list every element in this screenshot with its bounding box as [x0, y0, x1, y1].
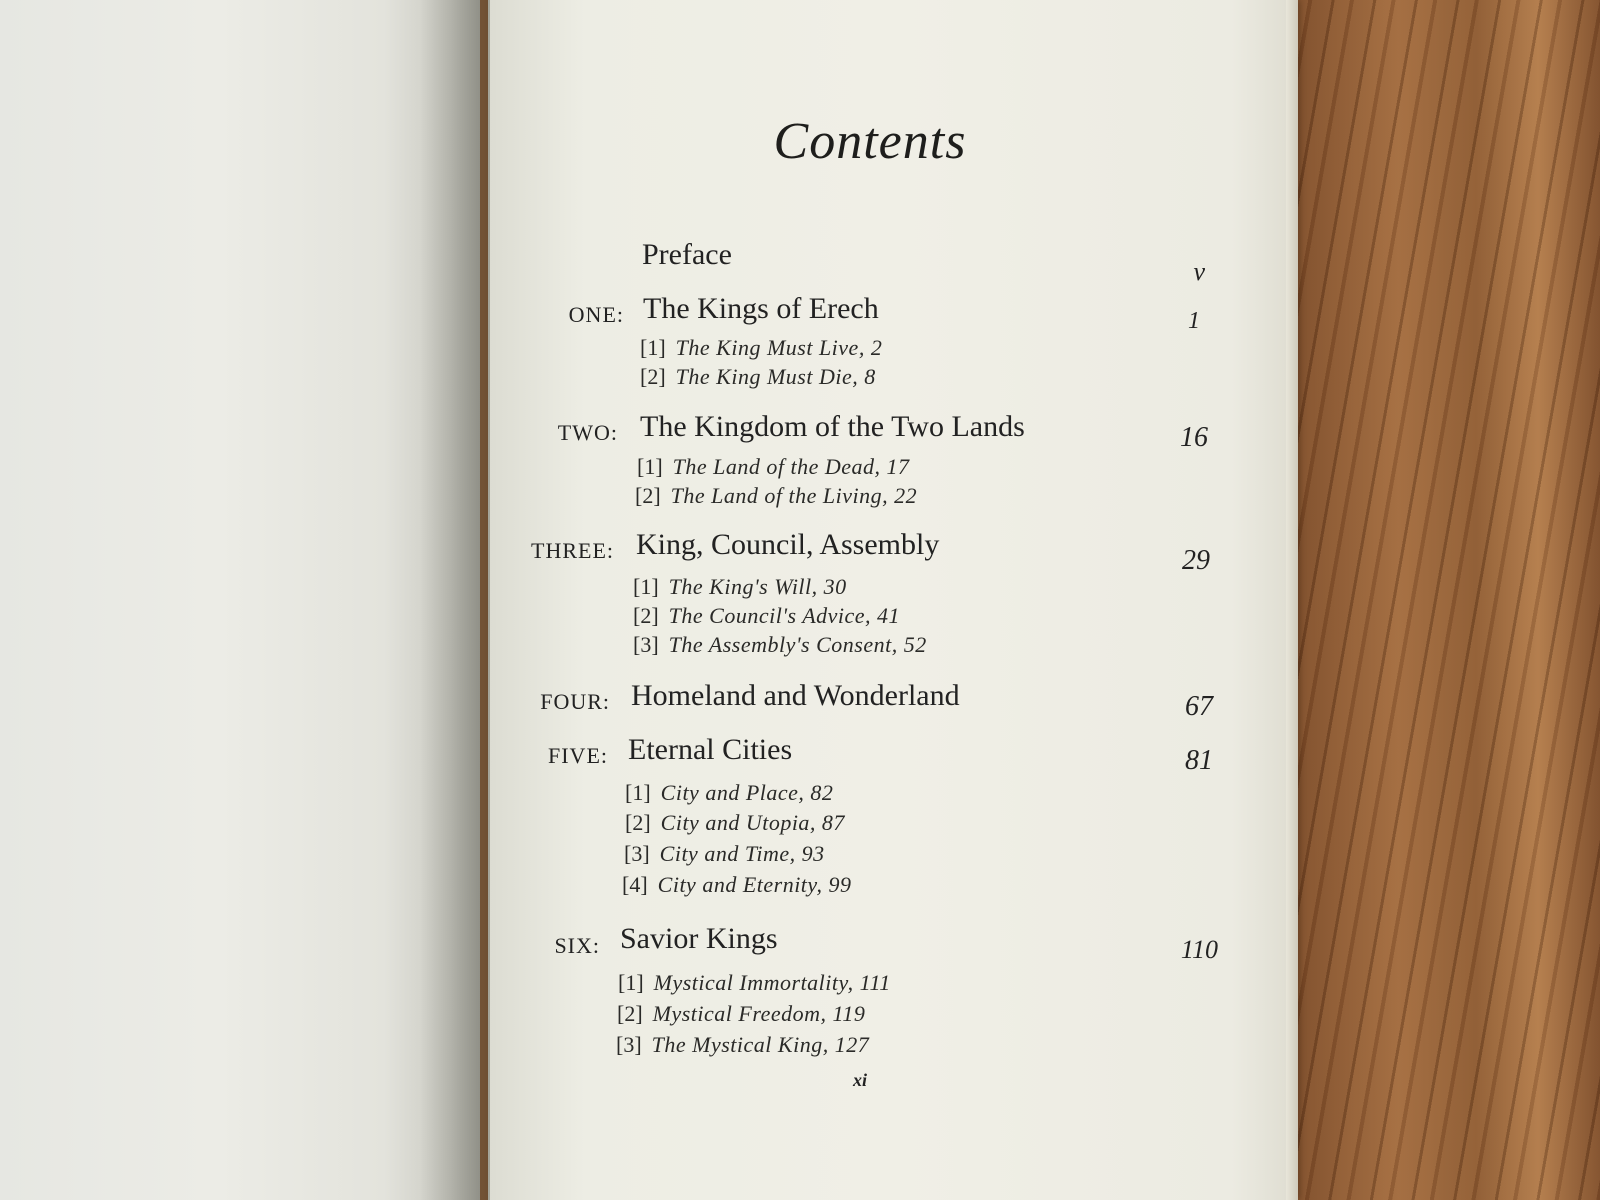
- page-folio: xi: [852, 1070, 867, 1090]
- chapter-page-number: 110: [1180, 935, 1218, 964]
- section-title: The Mystical King, 127: [651, 1032, 870, 1057]
- section-entry: [637, 454, 910, 480]
- preface-page-number: v: [1193, 257, 1205, 286]
- section-title: The Assembly's Consent, 52: [668, 632, 927, 657]
- section-title: The Council's Advice, 41: [668, 603, 901, 628]
- chapter-page-number: 1: [1188, 308, 1200, 334]
- section-title: City and Place, 82: [660, 780, 834, 805]
- section-number: [2]: [640, 364, 666, 389]
- section-entry: [640, 335, 882, 361]
- section-title: The King's Will, 30: [668, 574, 847, 599]
- section-number: [2]: [625, 810, 651, 835]
- chapter-title: The Kings of Erech: [643, 292, 879, 325]
- chapter-page-number: 29: [1182, 545, 1210, 576]
- chapter-page-number: 81: [1185, 745, 1213, 776]
- chapter-number: TWO:: [557, 420, 618, 445]
- section-entry: [633, 574, 847, 600]
- section-title: The Land of the Dead, 17: [672, 454, 910, 479]
- section-number: [2]: [633, 603, 659, 628]
- section-number: [1]: [625, 780, 651, 805]
- chapter-number: ONE:: [568, 302, 624, 327]
- contents-page: [488, 0, 1296, 1200]
- left-page: [0, 0, 480, 1200]
- chapter-title: King, Council, Assembly: [636, 528, 940, 561]
- chapter-page-number: 16: [1180, 422, 1208, 453]
- section-number: [1]: [637, 454, 663, 479]
- section-number: [3]: [624, 841, 650, 866]
- chapter-title: The Kingdom of the Two Lands: [640, 410, 1025, 443]
- section-number: [2]: [617, 1001, 643, 1026]
- section-number: [2]: [635, 483, 661, 508]
- section-title: City and Eternity, 99: [657, 872, 852, 897]
- section-entry: [635, 483, 917, 509]
- section-number: [1]: [618, 970, 644, 995]
- chapter-page-number: 67: [1185, 691, 1213, 722]
- page-title: Contents: [773, 113, 967, 170]
- section-entry: [617, 1001, 865, 1027]
- chapter-number: FOUR:: [540, 689, 610, 714]
- section-entry: [616, 1032, 869, 1058]
- preface-title: Preface: [642, 238, 732, 271]
- section-entry: [625, 780, 833, 806]
- section-entry: [618, 970, 891, 996]
- section-title: The King Must Live, 2: [675, 335, 883, 360]
- book-gutter-shadow: [420, 0, 490, 1200]
- section-title: The King Must Die, 8: [675, 364, 876, 389]
- section-title: City and Time, 93: [659, 841, 825, 866]
- chapter-number: SIX:: [554, 933, 600, 958]
- section-number: [3]: [633, 632, 659, 657]
- section-entry: [625, 810, 845, 836]
- chapter-title: Eternal Cities: [628, 733, 793, 766]
- section-title: Mystical Freedom, 119: [652, 1001, 866, 1026]
- section-number: [4]: [622, 872, 648, 897]
- wooden-table: [1290, 0, 1600, 1200]
- section-entry: [622, 872, 851, 898]
- page-edge: [1286, 0, 1298, 1200]
- section-number: [1]: [633, 574, 659, 599]
- section-title: City and Utopia, 87: [660, 810, 845, 835]
- section-number: [3]: [616, 1032, 642, 1057]
- section-entry: [640, 364, 876, 390]
- section-title: Mystical Immortality, 111: [653, 970, 891, 995]
- chapter-title: Savior Kings: [620, 922, 778, 955]
- section-entry: [633, 603, 900, 629]
- section-number: [1]: [640, 335, 666, 360]
- chapter-number: FIVE:: [548, 743, 608, 768]
- chapter-number: THREE:: [531, 538, 614, 563]
- section-entry: [624, 841, 825, 867]
- section-entry: [633, 632, 927, 658]
- chapter-title: Homeland and Wonderland: [631, 679, 960, 712]
- section-title: The Land of the Living, 22: [670, 483, 918, 508]
